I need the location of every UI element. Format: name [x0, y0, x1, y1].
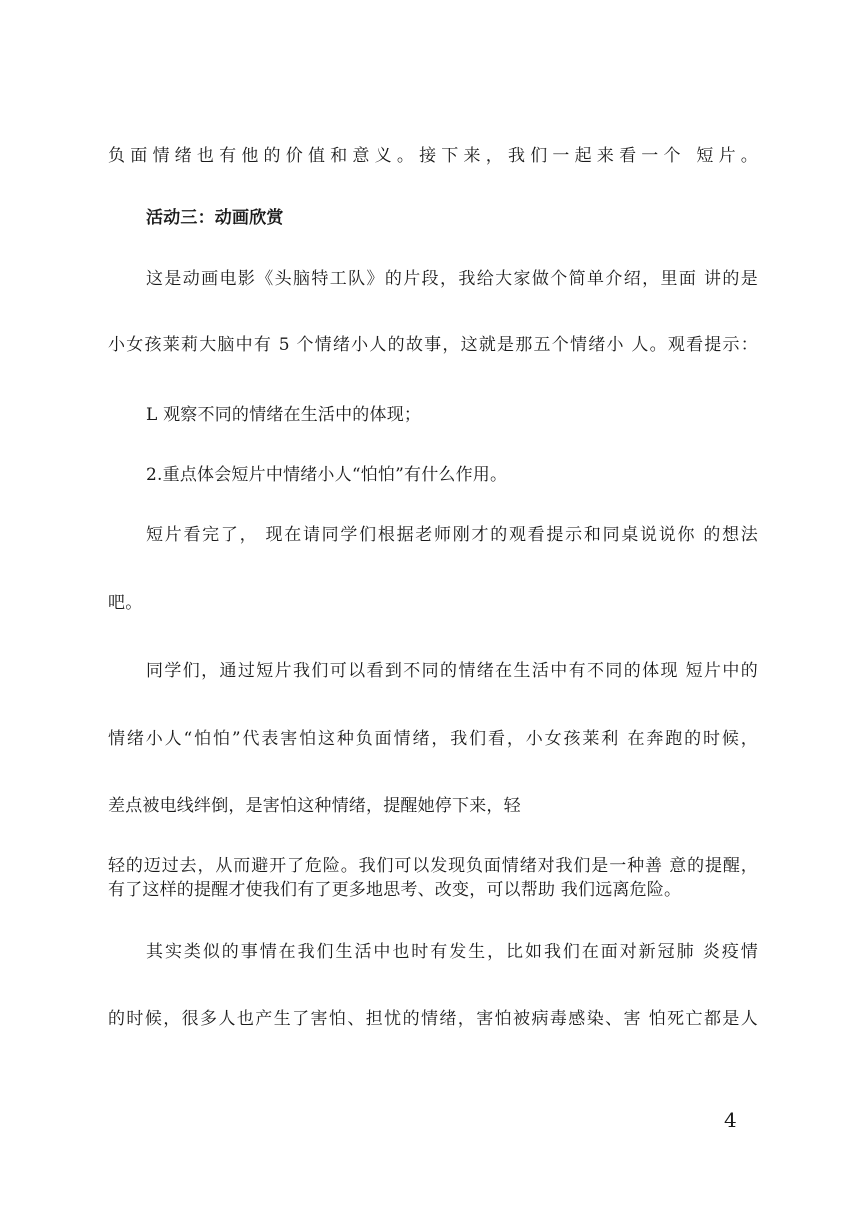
paragraph-line: 同学们，通过短片我们可以看到不同的情绪在生活中有不同的体现 短片中的	[146, 661, 758, 681]
hint-item: 2.重点体会短片中情绪小人“怕怕”有什么作用。	[146, 465, 508, 485]
paragraph-line: 短片看完了， 现在请同学们根据老师刚才的观看提示和同桌说说你 的想法	[146, 525, 758, 545]
paragraph-line: 这是动画电影《头脑特工队》的片段，我给大家做个简单介绍，里面 讲的是	[146, 269, 758, 289]
paragraph-line: 其实类似的事情在我们生活中也时有发生，比如我们在面对新冠肺 炎疫情	[146, 942, 758, 962]
paragraph-line: 小女孩莱莉大脑中有 5 个情绪小人的故事，这就是那五个情绪小 人。观看提示：	[108, 335, 758, 355]
hint-item: L 观察不同的情绪在生活中的体现；	[146, 405, 422, 425]
paragraph-line: 轻的迈过去，从而避开了危险。我们可以发现负面情绪对我们是一种善 意的提醒，	[108, 856, 758, 876]
paragraph-line: 的时候，很多人也产生了害怕、担忧的情绪，害怕被病毒感染、害 怕死亡都是人	[108, 1009, 758, 1029]
paragraph-line: 情绪小人“怕怕”代表害怕这种负面情绪，我们看，小女孩莱利 在奔跑的时候，	[108, 729, 758, 749]
paragraph-line: 有了这样的提醒才使我们有了更多地思考、改变，可以帮助 我们远离危险。	[108, 880, 682, 900]
paragraph-line: 吧。	[108, 593, 143, 613]
paragraph-line: 负面情绪也有他的价值和意义。接下来，我们一起来看一个 短片。	[108, 146, 758, 166]
page-number: 4	[724, 1108, 737, 1132]
paragraph-line: 差点被电线绊倒，是害怕这种情绪，提醒她停下来，轻	[108, 796, 521, 816]
section-heading: 活动三：动画欣赏	[146, 208, 284, 228]
